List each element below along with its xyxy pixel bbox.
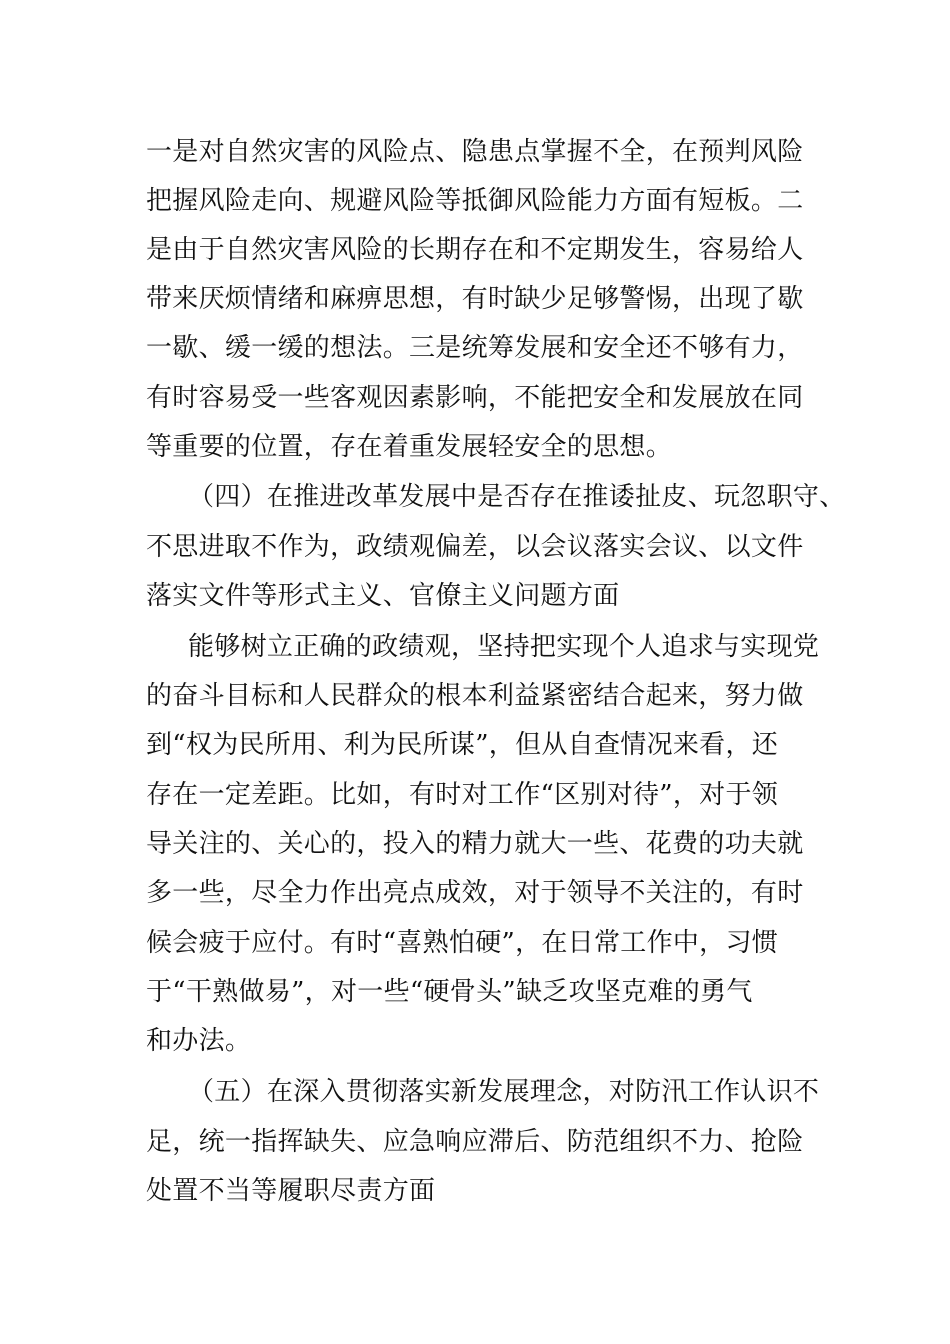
text-line: 一是对自然灾害的风险点、隐患点掌握不全，在预判风险 — [146, 137, 804, 167]
text-line: 有时容易受一些客观因素影响，不能把安全和发展放在同 — [146, 383, 804, 413]
text-line: 等重要的位置，存在着重发展轻安全的思想。 — [146, 432, 673, 462]
heading-line: （四）在推进改革发展中是否存在推诿扯皮、玩忽职守、 — [188, 482, 846, 512]
text-line: 于“干熟做易”，对一些“硬骨头”缺乏攻坚克难的勇气 — [146, 977, 753, 1007]
text-line: 多一些，尽全力作出亮点成效，对于领导不关注的，有时 — [146, 878, 804, 908]
text-line: 候会疲于应付。有时“喜熟怕硬”，在日常工作中，习惯 — [146, 928, 779, 958]
text-line: 和办法。 — [146, 1026, 252, 1056]
heading-line: 足，统一指挥缺失、应急响应滞后、防范组织不力、抢险 — [146, 1127, 804, 1157]
text-line: 存在一定差距。比如，有时对工作“区别对待”，对于领 — [146, 780, 779, 810]
heading-line: （五）在深入贯彻落实新发展理念，对防汛工作认识不 — [188, 1077, 820, 1107]
heading-line: 不思进取不作为，政绩观偏差，以会议落实会议、以文件 — [146, 532, 804, 562]
text-line: 的奋斗目标和人民群众的根本利益紧密结合起来，努力做 — [146, 681, 804, 711]
heading-line: 落实文件等形式主义、官僚主义问题方面 — [146, 581, 620, 611]
heading-line: 处置不当等履职尽责方面 — [146, 1176, 436, 1206]
text-line: 是由于自然灾害风险的长期存在和不定期发生，容易给人 — [146, 235, 804, 265]
text-line: 能够树立正确的政绩观，坚持把实现个人追求与实现党 — [188, 632, 820, 662]
text-line: 带来厌烦情绪和麻痹思想，有时缺少足够警惕，出现了歇 — [146, 284, 804, 314]
text-line: 导关注的、关心的，投入的精力就大一些、花费的功夫就 — [146, 829, 804, 859]
text-line: 一歇、缓一缓的想法。三是统筹发展和安全还不够有力， — [146, 333, 804, 363]
text-line: 到“权为民所用、利为民所谋”，但从自查情况来看，还 — [146, 730, 779, 760]
text-line: 把握风险走向、规避风险等抵御风险能力方面有短板。二 — [146, 186, 804, 216]
